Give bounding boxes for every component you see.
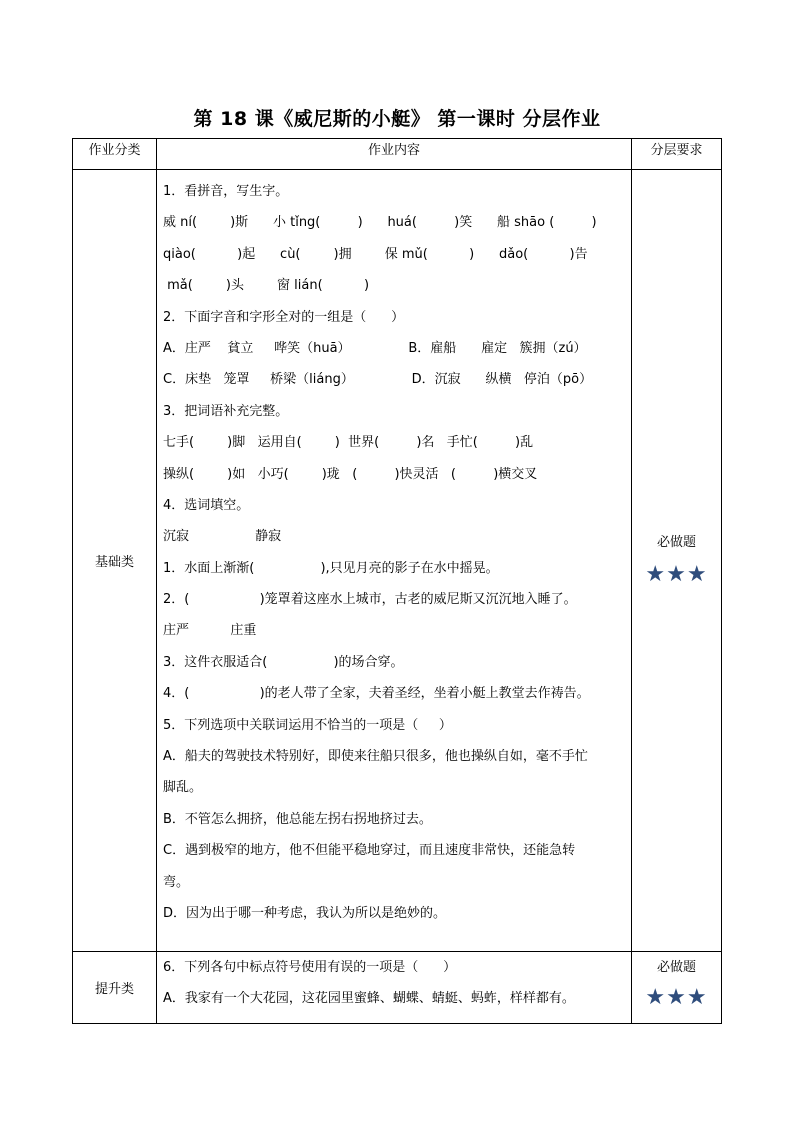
advanced-requirement [632,952,722,1024]
basic-line: 庄严 庄重 [163,623,257,639]
basic-line: 4．选词填空。 [163,497,250,513]
basic-line: B．不管怎么拥挤，他总能左拐右拐地挤过去。 [163,811,432,827]
header-requirement: 分层要求 [632,139,722,170]
basic-line: 4．( )的老人带了全家，夫着圣经，坐着小艇上教堂去作祷告。 [163,686,590,702]
basic-line: 弯。 [163,874,190,890]
basic-line: D．因为出于哪一种考虑，我认为所以是绝妙的。 [163,905,447,921]
basic-line: 2．( )笼罩着这座水上城市，古老的威尼斯又沉沉地入睡了。 [163,592,577,608]
header-content: 作业内容 [157,139,632,170]
homework-table [72,138,722,1024]
basic-line: 操纵( )如 小巧( )珑 ( )快灵活 ( )横交叉 [163,466,538,482]
basic-line: mǎ( )头 窗 lián( ) [163,278,370,294]
basic-line: 脚乱。 [163,780,203,796]
basic-line: C．遇到极窄的地方，他不但能平稳地穿过，而且速度非常快，还能急转 [163,843,576,859]
basic-line: 1．看拼音，写生字。 [163,184,289,199]
header-category: 作业分类 [73,139,157,170]
star-rating: ★★★ [645,985,708,1010]
advanced-content [157,952,632,1024]
basic-line: qiào( )起 cù( )拥 保 mǔ( ) dǎo( )告 [163,246,588,262]
basic-line: 七手( )脚 运用自( ) 世界( )名 手忙( )乱 [163,435,534,451]
basic-line: 3．把词语补充完整。 [163,403,289,419]
basic-line: 2．下面字音和字形全对的一组是（ ） [163,309,405,325]
star-rating: ★★★ [645,561,708,587]
basic-line: 5．下列选项中关联词运用不恰当的一项是（ ） [163,717,452,733]
basic-line: 1．水面上渐渐( ),只见月亮的影子在水中摇晃。 [163,560,499,576]
advanced-row [73,952,722,1024]
basic-category: 基础类 [73,170,157,952]
basic-row [73,170,722,952]
page-title: 第 18 课《威尼斯的小艇》 第一课时 分层作业 [193,108,601,130]
basic-line: 沉寂 静寂 [163,529,282,545]
basic-line: A．船夫的驾驶技术特别好，即使来往船只很多，他也操纵自如，毫不手忙 [163,749,588,765]
advanced-line: 6．下列各句中标点符号使用有误的一项是（ ） [163,960,457,975]
advanced-line: A．我家有一个大花园，这花园里蜜蜂、蝴蝶、蜻蜓、蚂蚱，样样都有。 [163,991,575,1006]
advanced-category: 提升类 [73,952,157,1024]
requirement-label: 必做题 [656,534,696,550]
basic-line: 3．这件衣服适合( )的场合穿。 [163,654,404,670]
basic-requirement [632,170,722,952]
basic-line: C．床垫 笼罩 桥梁（liáng） D．沉寂 纵横 停泊（pō） [163,372,593,388]
requirement-label: 必做题 [656,960,696,975]
header-row [73,139,722,170]
basic-line: A．庄严 貧立 哗笑（huā） B．雇船 雇定 簇拥（zú） [163,340,587,356]
basic-content [157,170,632,952]
basic-line: 威 ní( )斯 小 tǐng( ) huá( )笑 船 shāo ( ) [163,215,597,231]
